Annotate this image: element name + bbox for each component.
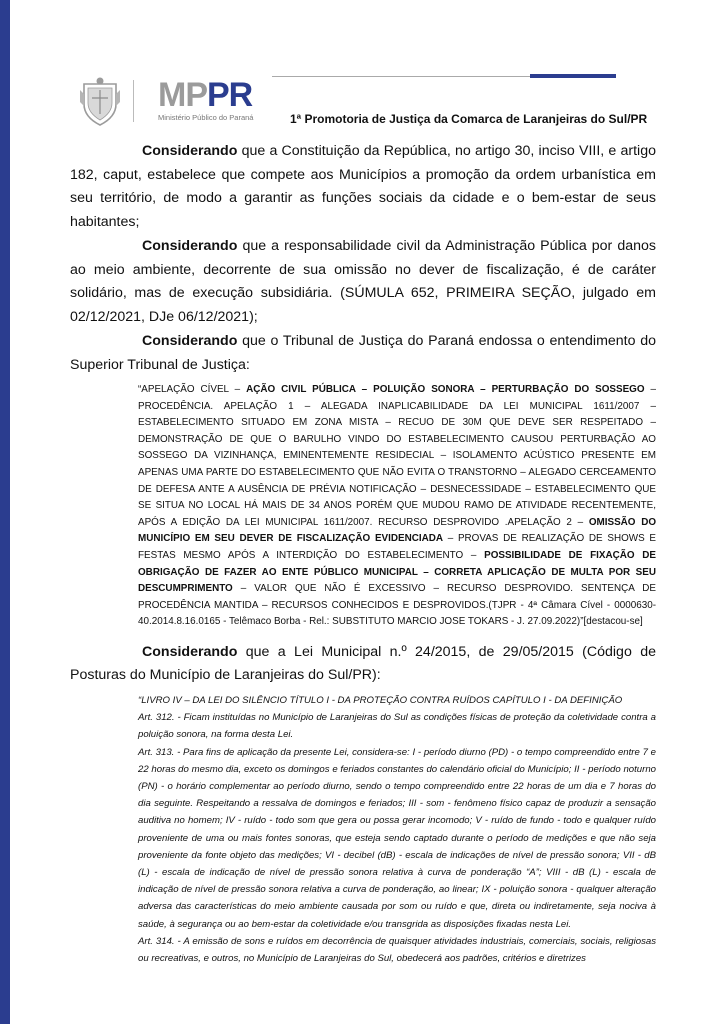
document-body <box>70 140 656 967</box>
coat-of-arms-icon <box>78 76 122 126</box>
logo-subtitle: Ministério Público do Paraná <box>158 113 254 122</box>
law-heading: “LIVRO IV – DA LEI DO SILÊNCIO TÍTULO I - DA PROTEÇÃO CONTRA RUÍDOS CAPÍTULO I - DA DEFINIÇÃO <box>138 694 623 706</box>
paragraph-lead: Considerando <box>142 333 238 349</box>
logo-pr-text: PR <box>207 76 253 114</box>
paragraph-3 <box>70 330 656 377</box>
citation-text: “APELAÇÃO CÍVEL – <box>138 384 247 395</box>
citation-emphasis: AÇÃO CIVIL PÚBLICA – POLUIÇÃO SONORA – PERTURBAÇÃO DO SOSSEGO <box>246 384 645 395</box>
paragraph-text: que a Lei Municipal n.º 24/2015, de 29/05/2015 (Código de Posturas do Município de Laranjeiras do Sul/PR): <box>70 643 656 684</box>
paragraph-lead: Considerando <box>142 143 238 159</box>
paragraph-text: que o Tribunal de Justiça do Paraná endossa o entendimento do Superior Tribunal de Justiça: <box>70 333 656 373</box>
law-article-312: Art. 312. - Ficam instituídas no Município de Laranjeiras do Sul as condições físicas de proteção da coletividade contra a poluição sonora, na forma desta Lei. <box>138 712 656 741</box>
header-title: 1ª Promotoria de Justiça da Comarca de Laranjeiras do Sul/PR <box>290 112 648 126</box>
citation-text: – VALOR QUE NÃO É EXCESSIVO – RECURSO DESPROVIDO. SENTENÇA DE PROCEDÊNCIA MANTIDA – RECURSOS CONHECIDOS E DESPROVIDOS.(TJPR - 4ª Câmara Cível - 0000630-40.2014.8.16.0165 - Telêmaco Borba - Rel.: SUBSTITUTO MARCIO JOSE TOKARS - J. 27.09.2022)”[destacou-se] <box>138 583 656 628</box>
law-excerpt <box>138 692 656 967</box>
logo-divider <box>133 80 134 122</box>
paragraph-text: que a Constituição da República, no artigo 30, inciso VIII, e artigo 182, caput, estabelece que compete aos Municípios a promoção da ordem urbanística em seu território, de modo a garantir as funções sociais da cidade e o bem-estar de seus habitantes; <box>70 143 656 230</box>
citation-text: – PROCEDÊNCIA. APELAÇÃO 1 – ALEGADA INAPLICABILIDADE DA LEI MUNICIPAL 1611/2007 – ESTABELECIMENTO SITUADO EM ZONA MISTA – RECUO DE 30M QUE DEVE SER RESPEITADO – DEMONSTRAÇÃO DE QUE O BARULHO VINDO DO ESTABELECIMENTO CAUSOU PERTURBAÇÃO AO SOSSEGO DA VIZINHANÇA, EMINENTEMENTE RESIDECIAL – ISOLAMENTO ACÚSTICO PRESENTE EM APENAS UMA PARTE DO ESTABELECIMENTO QUE NÃO EVITA O TRANSTORNO – ALEGADO CERCEAMENTO DE DEFESA ANTE A AUSÊNCIA DE PRÉVIA NOTIFICAÇÃO – DESNECESSIDADE – ESTABELECIMENTO QUE SE SITUA NO LOCAL HÁ MAIS DE 34 ANOS PORÉM QUE MUDOU RAMO DE ATIVIDADE RECENTEMENTE, APÓS A EDIÇÃO DA LEI MUNICIPAL 1611/2007. RECURSO DESPROVIDO .APELAÇÃO 2 – <box>138 384 656 528</box>
law-article-314: Art. 314. - A emissão de sons e ruídos em decorrência de quaisquer atividades industriais, comerciais, sociais, religiosas ou recreativas, e outros, no Município de Laranjeiras do Sul, obedecerá aos padrões, critérios e diretrizes <box>138 935 656 964</box>
citation-text: – PROVAS DE REALIZAÇÃO DE SHOWS E FESTAS MESMO APÓS A INTERDIÇÃO DO ESTABELECIMENTO – <box>138 533 656 561</box>
header-rule-accent <box>530 74 616 78</box>
paragraph-text: que a responsabilidade civil da Administração Pública por danos ao meio ambiente, decorrente de sua omissão no dever de fiscalização, é de caráter solidário, mas de execução subsidiária. (SÚMULA 652, PRIMEIRA SEÇÃO, julgado em 02/12/2021, DJe 06/12/2021); <box>70 238 656 325</box>
citation-emphasis: OMISSÃO DO MUNICÍPIO EM SEU DEVER DE FISCALIZAÇÃO EVIDENCIADA <box>138 516 657 545</box>
mppr-logo <box>158 78 252 112</box>
court-citation <box>138 382 656 631</box>
paragraph-1 <box>70 140 656 234</box>
spacer <box>70 631 656 641</box>
left-accent-bar <box>0 0 10 1024</box>
paragraph-lead: Considerando <box>142 643 238 660</box>
page-header <box>0 0 724 140</box>
logo-mp-text: MP <box>158 76 207 114</box>
law-article-313: Art. 313. - Para fins de aplicação da presente Lei, considera-se: I - período diurno (PD) - o tempo compreendido entre 7 e 22 horas do mesmo dia, exceto os domingos e feriados constantes do calendário oficial do Município; II - período noturno (PN) - o horário complementar ao período diurno, sendo o tempo compreendido entre 22 horas de um dia e 7 horas do dia seguinte. Respeitando a ressalva de domingos e feriados; III - som - fenômeno físico capaz de produzir a sensação auditiva no homem; IV - ruído - todo som que gera ou possa gerar incomodo; V - ruído de fundo - todo e qualquer ruído proveniente de uma ou mais fontes sonoras, que esteja sendo captado durante o período de medições e que não seja proveniente da fonte objeto das medições; VI - decibel (dB) - escala de indicações de nível de pressão sonora; VII - dB (L) - escala de indicação de nível de pressão sonora relativa à curva de ponderação “A”; VIII - dB (L) - escala de indicação de nível de pressão sonora relativa a curva de ponderação, ao linear; IX - poluição sonora - qualquer alteração adversa das características do meio ambiente causada por som ou ruído e que, direta ou indiretamente, seja nociva à saúde, à segurança ou ao bem-estar da coletividade e/ou transgrida as disposições fixadas nesta Lei. <box>138 746 656 930</box>
paragraph-lead: Considerando <box>142 238 238 254</box>
paragraph-2 <box>70 235 656 329</box>
citation-emphasis: POSSIBILIDADE DE FIXAÇÃO DE OBRIGAÇÃO DE FAZER AO ENTE PÚBLICO MUNICIPAL – CORRETA APLICAÇÃO DE MULTA POR SEU DESCUMPRIMENTO <box>138 549 656 595</box>
paragraph-4 <box>70 641 656 688</box>
